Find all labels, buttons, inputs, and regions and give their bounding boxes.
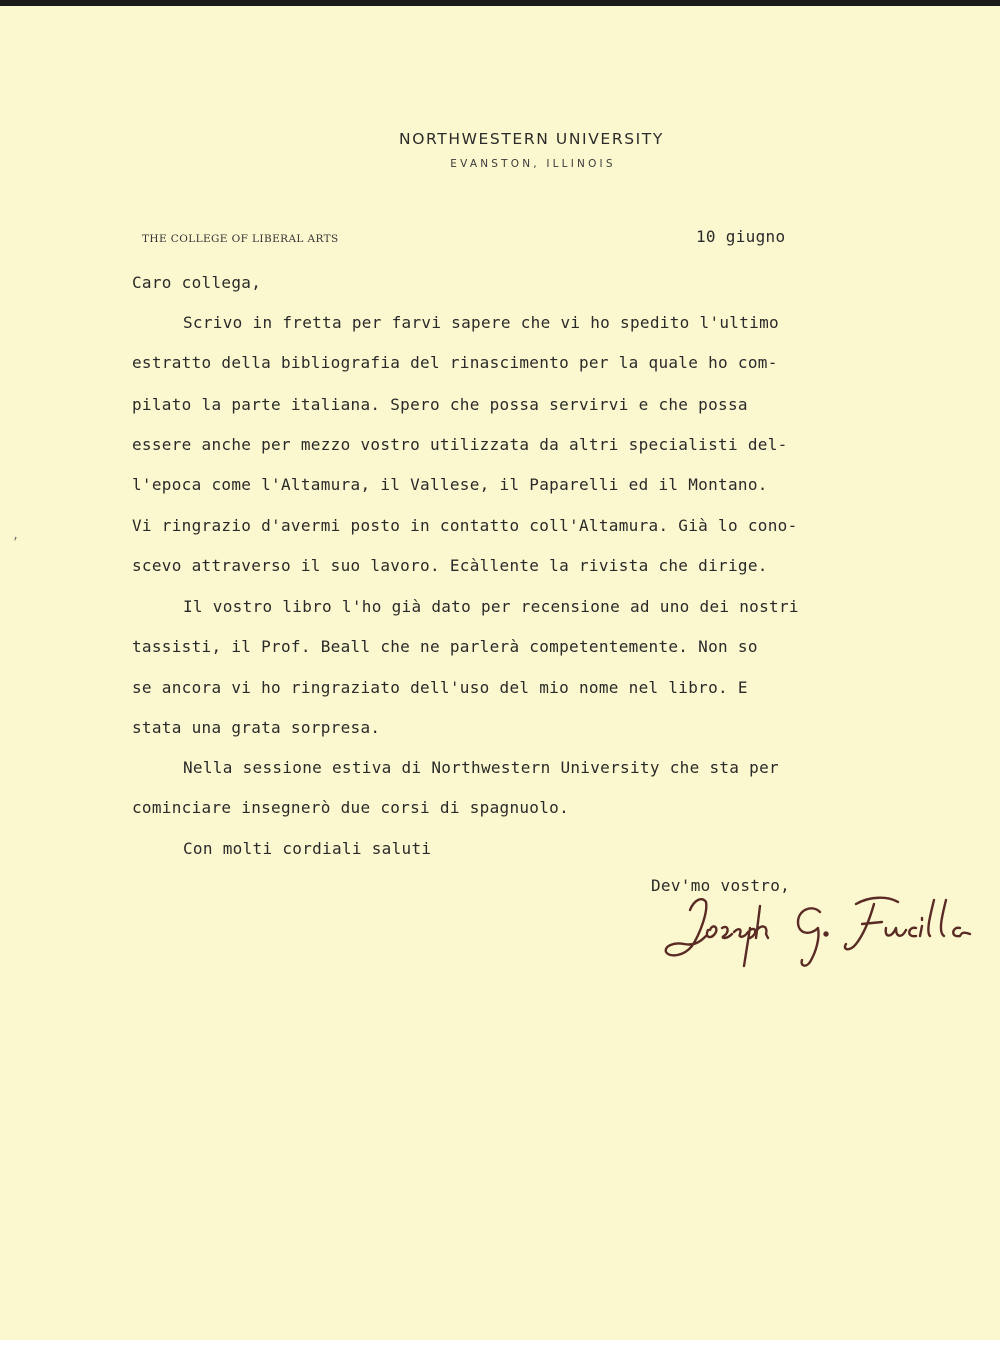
letterhead-university: NORTHWESTERN UNIVERSITY xyxy=(399,130,664,148)
body-line: Vi ringrazio d'avermi posto in contatto coll'Altamura. Già lo cono- xyxy=(132,516,798,535)
body-line: estratto della bibliografia del rinascimento per la quale ho com- xyxy=(132,353,778,372)
closing: Dev'mo vostro, xyxy=(651,876,791,895)
college-name: THE COLLEGE OF LIBERAL ARTS xyxy=(142,233,339,245)
handwritten-signature xyxy=(660,882,1000,982)
body-line: tassisti, il Prof. Beall che ne parlerà competentemente. Non so xyxy=(132,637,758,656)
body-line: l'epoca come l'Altamura, il Vallese, il Paparelli ed il Montano. xyxy=(132,475,768,494)
body-line: scevo attraverso il suo lavoro. Ecàllente la rivista che dirige. xyxy=(132,556,768,575)
body-line: Con molti cordiali saluti xyxy=(183,839,432,858)
body-line: stata una grata sorpresa. xyxy=(132,718,381,737)
body-line: Scrivo in fretta per farvi sapere che vi ho spedito l'ultimo xyxy=(183,313,779,332)
body-line: pilato la parte italiana. Spero che possa servirvi e che possa xyxy=(132,395,748,414)
letterhead-location: EVANSTON, ILLINOIS xyxy=(450,158,616,170)
body-line: se ancora vi ho ringraziato dell'uso del mio nome nel libro. E xyxy=(132,678,748,697)
body-line: cominciare insegnerò due corsi di spagnuolo. xyxy=(132,798,570,817)
body-line: Il vostro libro l'ho già dato per recensione ad uno dei nostri xyxy=(183,597,799,616)
margin-mark: , xyxy=(12,528,20,542)
body-line: essere anche per mezzo vostro utilizzata da altri specialisti del- xyxy=(132,435,788,454)
paper-top-edge xyxy=(0,0,1000,6)
salutation: Caro collega, xyxy=(132,273,262,292)
letter-date: 10 giugno xyxy=(696,227,786,246)
body-line: Nella sessione estiva di Northwestern University che sta per xyxy=(183,758,779,777)
